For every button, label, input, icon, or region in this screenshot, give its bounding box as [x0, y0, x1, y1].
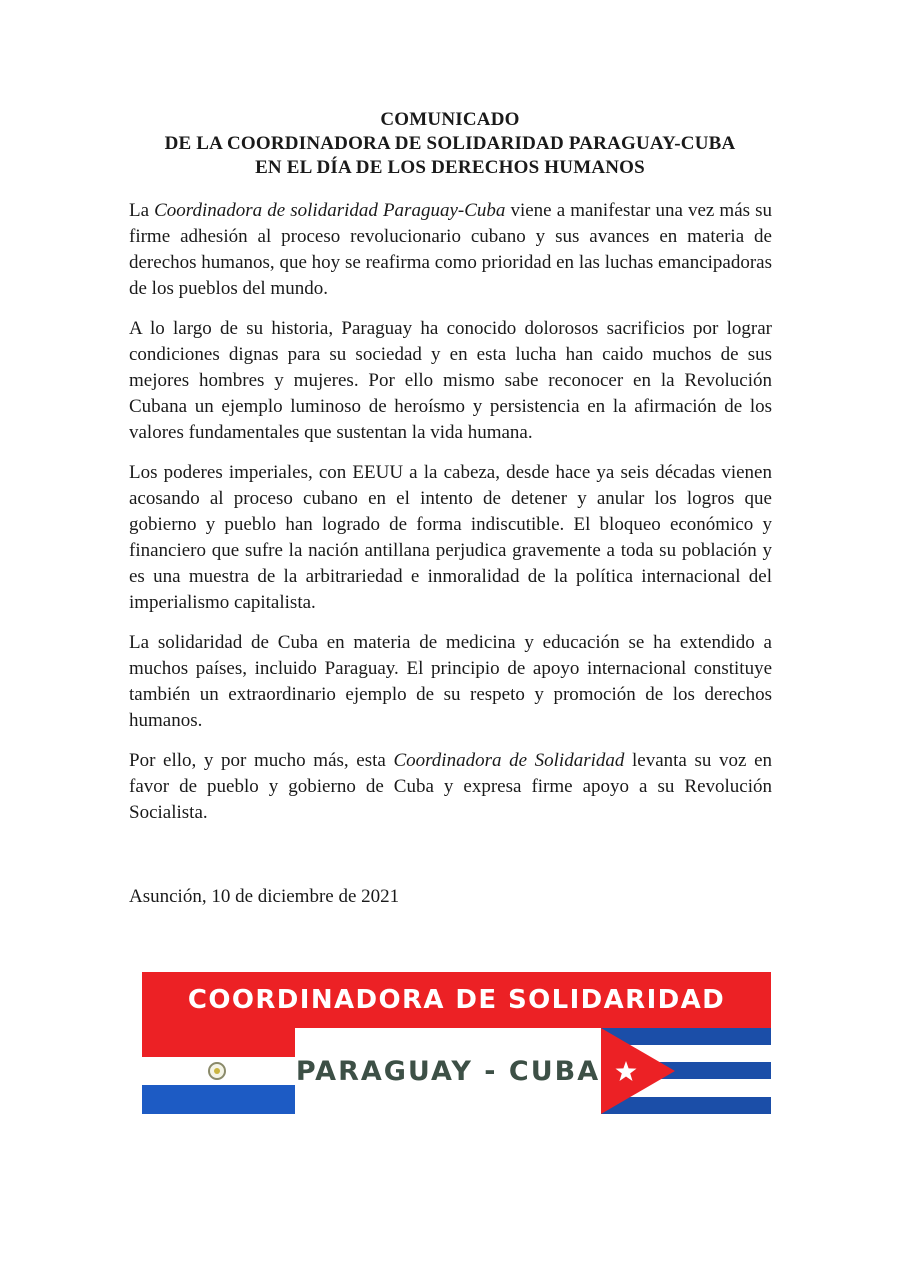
paragraph-5-lead: Por ello, y por mucho más, esta — [129, 750, 394, 771]
paragraph-1-rest: viene a manifestar una vez más su firme adhesión al proceso revolucionario cubano y sus avances en materia de derechos humanos, que hoy se reafirma como prioridad en las luchas emancipadoras de los pueblos del mundo. — [129, 200, 772, 299]
title-line-1: COMUNICADO — [380, 109, 520, 130]
paraguay-seal-icon — [208, 1062, 226, 1080]
document-title — [0, 108, 900, 180]
document-date: Asunción, 10 de diciembre de 2021 — [129, 886, 400, 907]
banner-bottom-text: PARAGUAY - CUBA — [295, 1055, 601, 1087]
document-body — [129, 198, 772, 840]
banner-bottom-bar — [295, 1028, 601, 1114]
cuba-flag-icon — [601, 1028, 771, 1114]
paragraph-5-rest: levanta su voz en favor de pueblo y gobierno de Cuba y expresa firme apoyo a su Revolución Socialista. — [129, 750, 772, 823]
banner-top-bar — [142, 972, 771, 1028]
paragraph-4: La solidaridad de Cuba en materia de medicina y educación se ha extendido a muchos países, incluido Paraguay. El principio de apoyo internacional constituye también un extraordinario ejemplo de su respeto y promoción de los derechos humanos. — [129, 632, 772, 731]
paragraph-2: A lo largo de su historia, Paraguay ha conocido dolorosos sacrificios por lograr condiciones dignas para su sociedad y en esta lucha han caido muchos de sus mejores hombres y mujeres. Por ello mismo sabe reconocer en la Revolución Cubana un ejemplo luminoso de heroísmo y persistencia en la afirmación de los valores fundamentales que sustentan la vida humana. — [129, 318, 772, 443]
solidarity-banner — [142, 972, 771, 1114]
paragraph-1 — [129, 198, 772, 302]
paragraph-1-lead: La — [129, 200, 155, 221]
title-line-3: EN EL DÍA DE LOS DERECHOS HUMANOS — [255, 157, 645, 178]
title-line-2: DE LA COORDINADORA DE SOLIDARIDAD PARAGUAY-CUBA — [164, 133, 736, 154]
paragraph-5 — [129, 748, 772, 826]
paragraph-5-italic: Coordinadora de Solidaridad — [393, 750, 625, 771]
cuba-flag-graphic — [601, 1028, 771, 1114]
paraguay-flag-icon — [142, 1028, 295, 1114]
paragraph-1-italic: Coordinadora de solidaridad Paraguay-Cuba — [154, 200, 506, 221]
paragraph-3: Los poderes imperiales, con EEUU a la cabeza, desde hace ya seis décadas vienen acosando al proceso cubano en el intento de detener y anular los logros que gobierno y pueblo han logrado de forma indiscutible. El bloqueo económico y financiero que sufre la nación antillana perjudica gravemente a toda su población y es una muestra de la arbitrariedad e inmoralidad de la política internacional del imperialismo capitalista. — [129, 462, 772, 613]
banner-top-text: COORDINADORA DE SOLIDARIDAD — [187, 985, 726, 1015]
